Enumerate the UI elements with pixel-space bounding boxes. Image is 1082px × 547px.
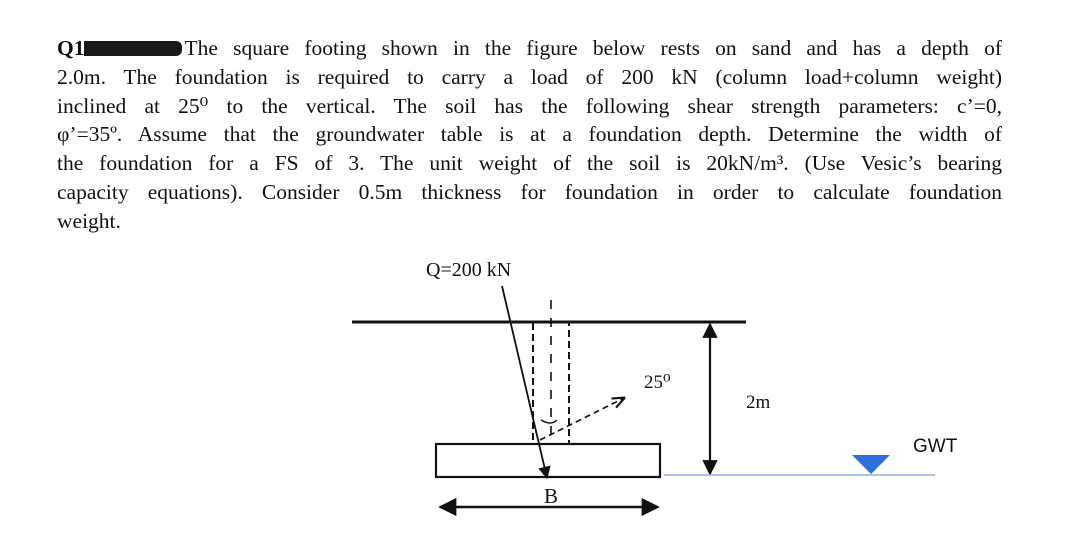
problem-line-3: inclined at 25⁰ to the vertical. The soil has the following shear strength parameters: c’=0, [57,93,1002,118]
angle-pointer-arrow [540,398,624,440]
problem-line-5: the foundation for a FS of 3. The unit weight of the soil is 20kN/m³. (Use Vesic’s bearing [57,151,1002,176]
gwt-marker [852,455,890,474]
problem-line-6: capacity equations). Consider 0.5m thickness for foundation in order to calculate foundation [57,179,1002,204]
problem-line-7: weight. [57,208,121,233]
load-label: Q=200 kN [426,259,512,281]
depth-label: 2m [746,392,771,413]
problem-line-4: φ’=35º. Assume that the groundwater table is at a foundation depth. Determine the width of [57,122,1002,147]
problem-line-2: 2.0m. The foundation is required to carry a load of 200 kN (column load+column weight) [57,64,1002,89]
gwt-label: GWT [913,436,958,457]
footing-slab [436,444,660,477]
question-number: Q1 [57,36,85,60]
angle-arc [541,420,557,423]
width-label: B [544,484,559,508]
angle-label: 25⁰ [644,372,671,393]
problem-text-line-1: The square footing shown in the figure below rests on sand and has a depth of [184,36,1002,60]
